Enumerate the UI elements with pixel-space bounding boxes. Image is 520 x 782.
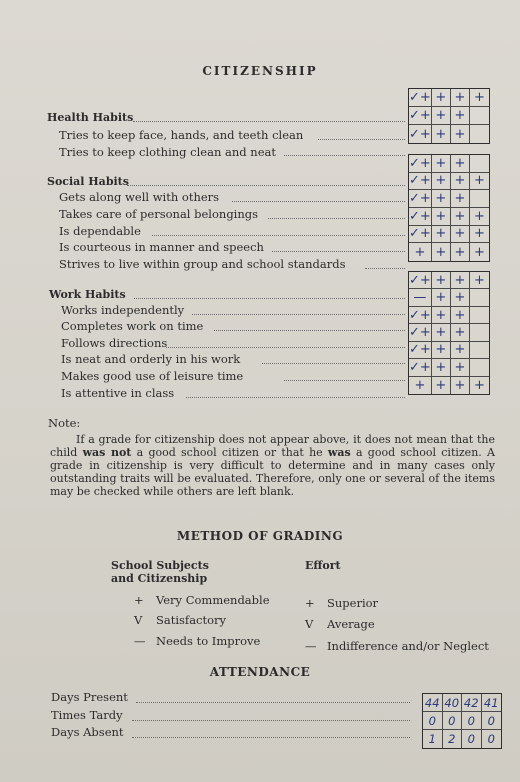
grade-cell: + bbox=[432, 173, 451, 191]
grade-mark: + bbox=[134, 593, 144, 607]
grade-label: Satisfactory bbox=[156, 613, 227, 627]
grade-cell: ✓+ bbox=[409, 324, 431, 340]
health-item: Tries to keep clothing clean and neat bbox=[59, 145, 276, 159]
social-item: Takes care of personal belongings bbox=[59, 207, 259, 221]
attendance-label: Times Tardy bbox=[51, 708, 123, 722]
grade-cell: + bbox=[451, 289, 470, 306]
grade-cell: ✓+ bbox=[409, 359, 431, 375]
grade-cell: + bbox=[432, 342, 451, 359]
work-item: Follows directions bbox=[61, 336, 168, 350]
social-item: Strives to live within group and school standards bbox=[59, 257, 346, 271]
leader-line bbox=[268, 218, 405, 219]
grade-cell: + bbox=[451, 226, 470, 244]
grade-cell: + bbox=[470, 272, 489, 289]
note-emphasis: was bbox=[327, 446, 351, 459]
attendance-cell: 41 bbox=[482, 694, 502, 712]
health-grade-grid bbox=[408, 88, 490, 144]
grade-cell: + bbox=[451, 359, 470, 376]
work-grade-grid bbox=[408, 271, 490, 395]
grading-heading: METHOD OF GRADING bbox=[176, 529, 344, 543]
grade-cell: + bbox=[470, 226, 489, 244]
social-habits-heading: Social Habits bbox=[47, 175, 129, 188]
grade-cell: + bbox=[451, 190, 470, 208]
work-item: Is attentive in class bbox=[61, 386, 175, 400]
leader-line bbox=[127, 185, 405, 186]
grade-cell bbox=[470, 324, 489, 341]
social-grade-grid bbox=[408, 154, 490, 262]
grade-cell: + bbox=[432, 125, 451, 143]
grade-cell bbox=[470, 342, 489, 359]
grade-cell: + bbox=[451, 377, 470, 394]
grade-cell: + bbox=[474, 377, 485, 393]
grade-cell: + bbox=[451, 324, 470, 341]
grade-cell: + bbox=[432, 155, 451, 173]
leader-line bbox=[365, 268, 405, 269]
leader-line bbox=[192, 314, 405, 315]
grade-key-left bbox=[134, 634, 260, 648]
grade-cell bbox=[470, 307, 489, 324]
leader-line bbox=[152, 235, 405, 236]
grade-cell: + bbox=[451, 243, 470, 261]
page-title: CITIZENSHIP bbox=[202, 64, 318, 78]
work-item: Is neat and orderly in his work bbox=[61, 352, 241, 366]
note-text bbox=[50, 433, 495, 498]
grade-cell: ✓+ bbox=[409, 191, 431, 207]
subjects-heading-line: and Citizenship bbox=[111, 572, 208, 585]
grade-cell: + bbox=[470, 173, 489, 191]
grade-cell: ✓+ bbox=[409, 226, 431, 242]
grade-cell: ✓+ bbox=[409, 126, 431, 142]
grade-cell bbox=[470, 155, 489, 173]
grade-cell bbox=[470, 289, 489, 306]
subjects-heading bbox=[111, 559, 209, 585]
grade-label: Needs to Improve bbox=[156, 634, 261, 648]
grade-label: Average bbox=[327, 617, 375, 631]
note-text-part: a good school citizen. A grade in citizenship is very difficult to determine and in many cases only outstanding traits will be evaluated. Therefore, only one or several of the items may be checked while others are left blank. bbox=[50, 446, 495, 498]
note-text-part: If a grade for citizenship does not appear above, it does not mean that the child bbox=[50, 433, 495, 459]
grade-cell: + bbox=[432, 226, 451, 244]
attendance-cell: 42 bbox=[462, 694, 482, 712]
grade-cell: + bbox=[451, 125, 470, 143]
health-item: Tries to keep face, hands, and teeth clean bbox=[59, 128, 304, 142]
work-item: Works independently bbox=[61, 303, 185, 317]
grade-mark: V bbox=[134, 613, 143, 627]
grade-cell: + bbox=[409, 243, 432, 261]
grade-cell: + bbox=[432, 377, 451, 394]
work-item: Completes work on time bbox=[61, 319, 204, 333]
grade-cell: + bbox=[451, 208, 470, 226]
grade-cell: + bbox=[451, 272, 470, 289]
grade-cell: ✓+ bbox=[409, 342, 431, 358]
grade-cell: + bbox=[451, 107, 470, 125]
attendance-cell: 0 bbox=[487, 732, 495, 746]
grade-cell: + bbox=[432, 359, 451, 376]
grade-cell: + bbox=[409, 377, 432, 394]
grade-label: Very Commendable bbox=[156, 593, 270, 607]
leader-line bbox=[133, 121, 405, 122]
grade-cell: ✓+ bbox=[409, 307, 431, 323]
grade-cell bbox=[470, 190, 489, 208]
leader-line bbox=[262, 363, 405, 364]
leader-line bbox=[132, 737, 410, 738]
attendance-cell: 0 bbox=[462, 730, 482, 748]
grade-cell: + bbox=[432, 272, 451, 289]
grade-cell: + bbox=[432, 208, 451, 226]
note-emphasis: was not bbox=[82, 446, 132, 459]
grade-mark: + bbox=[305, 596, 315, 610]
leader-line bbox=[318, 139, 405, 140]
grade-cell: + bbox=[432, 307, 451, 324]
grade-cell: ✓+ bbox=[409, 108, 431, 123]
leader-line bbox=[284, 380, 405, 381]
grade-mark: — bbox=[305, 639, 317, 653]
health-habits-heading: Health Habits bbox=[47, 111, 134, 124]
grade-cell: + bbox=[432, 190, 451, 208]
grade-cell: + bbox=[451, 89, 470, 107]
attendance-heading: ATTENDANCE bbox=[209, 665, 311, 679]
work-item: Makes good use of leisure time bbox=[61, 369, 244, 383]
grade-cell: + bbox=[432, 243, 451, 261]
grade-cell: + bbox=[451, 155, 470, 173]
grade-mark: V bbox=[305, 617, 314, 631]
attendance-label: Days Present bbox=[51, 690, 128, 704]
grade-cell: + bbox=[470, 208, 489, 226]
grade-cell: + bbox=[432, 107, 451, 125]
grade-cell: + bbox=[451, 173, 470, 191]
subjects-heading-line: School Subjects bbox=[111, 559, 209, 572]
grade-label: Superior bbox=[327, 596, 379, 610]
effort-heading: Effort bbox=[305, 559, 341, 572]
work-habits-heading: Work Habits bbox=[49, 288, 126, 301]
note-heading: Note: bbox=[48, 416, 81, 430]
grade-cell: + bbox=[474, 244, 485, 260]
attendance-label: Days Absent bbox=[51, 725, 124, 739]
grade-cell: + bbox=[451, 307, 470, 324]
grade-cell: ✓+ bbox=[409, 155, 431, 171]
grade-cell: ✓+ bbox=[409, 208, 431, 224]
leader-line bbox=[284, 155, 405, 156]
leader-line bbox=[136, 702, 410, 703]
grade-cell: ✓+ bbox=[409, 173, 431, 189]
attendance-cell: 44 bbox=[423, 694, 443, 712]
grade-cell bbox=[470, 125, 489, 143]
grade-cell: + bbox=[451, 342, 470, 359]
grade-key-left bbox=[134, 613, 226, 627]
grade-cell: + bbox=[432, 289, 451, 306]
attendance-cell: 40 bbox=[443, 694, 463, 712]
attendance-cell: 0 bbox=[423, 712, 443, 730]
grade-cell: + bbox=[432, 89, 451, 107]
grade-mark: — bbox=[134, 634, 146, 648]
social-item: Is courteous in manner and speech bbox=[59, 240, 264, 254]
social-item: Gets along well with others bbox=[59, 190, 220, 204]
grade-label: Indifference and/or Neglect bbox=[327, 639, 489, 653]
leader-line bbox=[232, 201, 405, 202]
grade-key-right bbox=[305, 617, 375, 631]
grade-cell: + bbox=[432, 324, 451, 341]
grade-key-right bbox=[305, 596, 378, 610]
note-text-part: a good school citizen or that he bbox=[131, 446, 328, 459]
attendance-cell: 0 bbox=[462, 712, 482, 730]
leader-line bbox=[166, 347, 405, 348]
attendance-cell: 1 bbox=[423, 730, 443, 748]
leader-line bbox=[186, 397, 405, 398]
leader-line bbox=[132, 720, 410, 721]
attendance-cell: 0 bbox=[443, 712, 463, 730]
grade-cell: + bbox=[470, 89, 489, 107]
grade-cell bbox=[470, 107, 489, 125]
grade-key-left bbox=[134, 593, 270, 607]
attendance-grid bbox=[422, 693, 502, 749]
grade-cell bbox=[470, 359, 489, 376]
leader-line bbox=[214, 330, 405, 331]
social-item: Is dependable bbox=[59, 224, 141, 238]
grade-cell: — bbox=[409, 289, 432, 306]
leader-line bbox=[134, 298, 405, 299]
grade-key-right bbox=[305, 639, 489, 653]
grade-cell: ✓+ bbox=[409, 272, 431, 288]
attendance-cell: 2 bbox=[443, 730, 463, 748]
leader-line bbox=[272, 251, 405, 252]
grade-cell: ✓+ bbox=[409, 90, 431, 105]
attendance-cell: 0 bbox=[482, 712, 502, 730]
